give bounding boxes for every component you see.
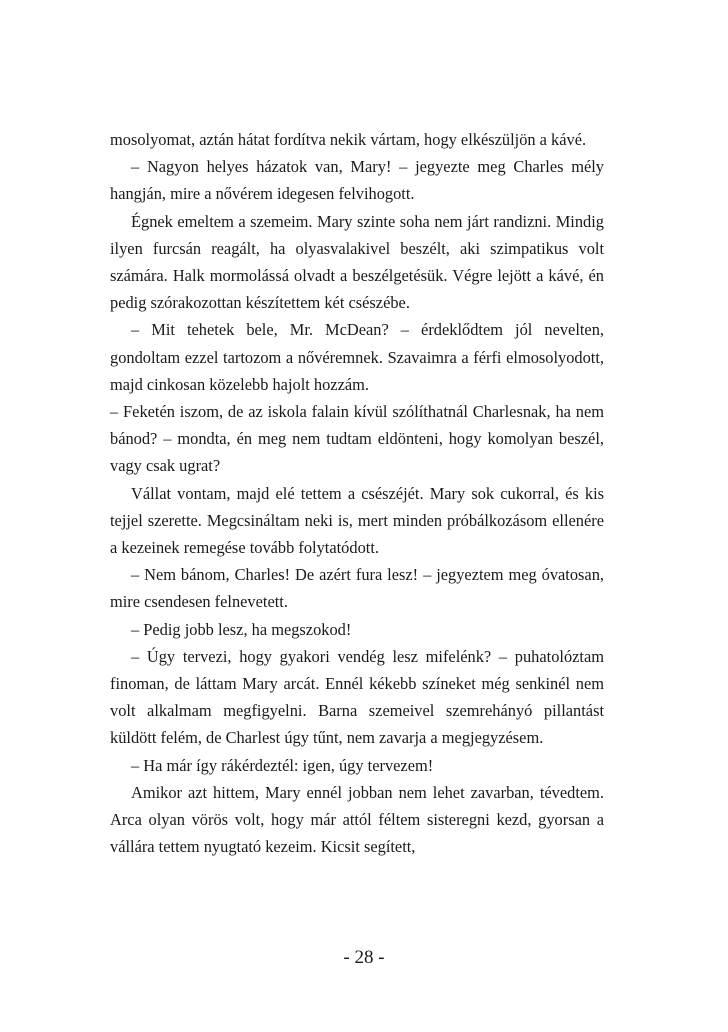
- paragraph-9: – Úgy tervezi, hogy gyakori vendég lesz mifelénk? – puhatolóztam finoman, de láttam Mary arcát. Ennél kékebb színeket még senkinél nem volt alkalmam megfigyelni. Barna szemeivel szemrehányó pillantást küldött felém, de Charlest úgy tűnt, nem zavarja a megjegyzésem.: [110, 646, 604, 748]
- paragraph-2: – Nagyon helyes házatok van, Mary! – jegyezte meg Charles mély hangján, mire a nővérem idegesen felvihogott.: [110, 157, 604, 204]
- paragraph-4: – Mit tehetek bele, Mr. McDean? – érdeklődtem jól nevelten, gondoltam ezzel tartozom a nővéremnek. Szavaimra a férfi elmosolyodott, majd cinkosan közelebb hajolt hozzám.: [110, 320, 604, 394]
- paragraph-1: mosolyomat, aztán hátat fordítva nekik vártam, hogy elkészüljön a kávé.: [110, 130, 587, 149]
- paragraph-5: – Feketén iszom, de az iskola falain kívül szólíthatnál Charlesnak, ha nem bánod? – mondta, én meg nem tudtam eldönteni, hogy komolyan beszél, vagy csak ugrat?: [110, 402, 604, 476]
- paragraph-10: – Ha már így rákérdeztél: igen, úgy tervezem!: [131, 755, 434, 775]
- page-body: [110, 126, 604, 860]
- page-number: - 28 -: [343, 947, 385, 968]
- text-block: [110, 126, 604, 860]
- paragraph-3: Égnek emeltem a szemeim. Mary szinte soha nem járt randizni. Mindig ilyen furcsán reagált, ha olyasvalakivel beszélt, aki szimpatikus volt számára. Halk mormolássá olvadt a beszélgetésük. Végre lejött a kávé, én pedig szórakozottan készítettem két csészébe.: [110, 211, 604, 313]
- paragraph-8: – Pedig jobb lesz, ha megszokod!: [131, 619, 352, 639]
- paragraph-6: Vállat vontam, majd elé tettem a csészéjét. Mary sok cukorral, és kis tejjel szerette. Megcsináltam neki is, mert minden próbálkozásom ellenére a kezeinek remegése tovább folytatódott.: [110, 483, 604, 558]
- paragraph-7: – Nem bánom, Charles! De azért fura lesz! – jegyeztem meg óvatosan, mire csendesen felnevetett.: [110, 565, 604, 612]
- paragraph-11: Amikor azt hittem, Mary ennél jobban nem lehet zavarban, tévedtem. Arca olyan vörös volt, hogy már attól féltem sisteregni kezd, gyorsan a vállára tettem nyugtató kezeim. Kicsit segített,: [110, 782, 604, 857]
